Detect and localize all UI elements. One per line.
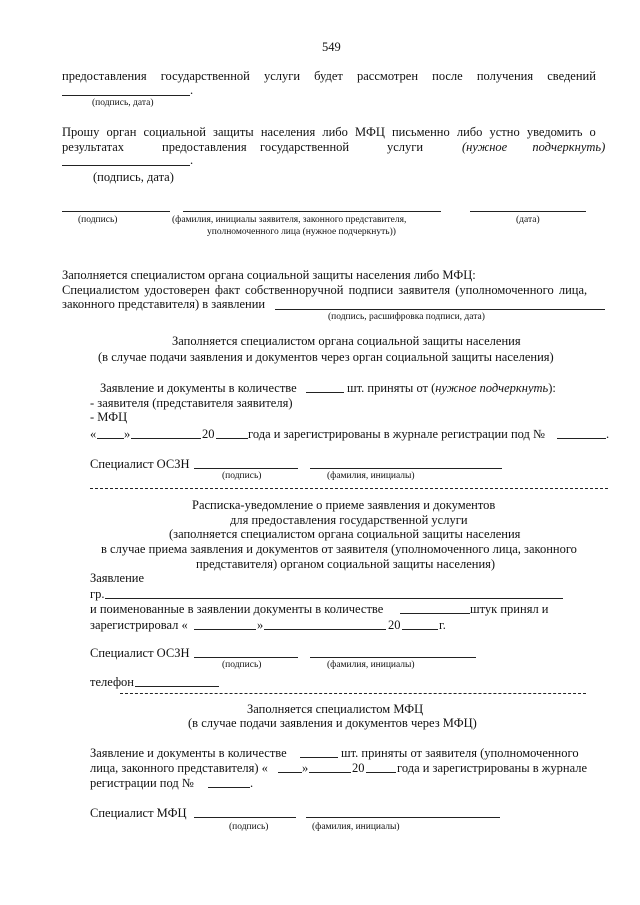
mfc-title-2: (в случае подачи заявления и документов через МФЦ) xyxy=(188,716,477,730)
oszn-accepted-text: шт. приняты от ( xyxy=(347,381,436,395)
receipt-reg-20: 20 xyxy=(388,618,401,632)
oszn-reg-20: 20 xyxy=(202,427,215,441)
receipt-reg-year-blank xyxy=(402,629,438,630)
oszn-accepted-end: ): xyxy=(548,381,556,395)
receipt-reg-month-blank xyxy=(264,629,386,630)
mfc-count-text: Заявление и документы в количестве xyxy=(90,746,287,760)
mfc-reg-number-blank xyxy=(208,787,250,788)
cut-line-2 xyxy=(120,693,586,694)
block1-caption: (подпись, дата) xyxy=(92,98,154,108)
block2-word-4: услуги xyxy=(387,140,424,154)
receipt-gr-line xyxy=(105,598,563,599)
receipt-reg-quote-close: » xyxy=(257,618,264,632)
oszn-accepted-from xyxy=(347,381,556,396)
receipt-specialist-sign-line xyxy=(194,657,298,658)
oszn-italic-note: нужное подчеркнуть xyxy=(435,381,549,395)
oszn-reg-quote-open: « xyxy=(90,427,97,441)
spec-line3: законного представителя) в заявлении xyxy=(62,297,266,311)
oszn-item-applicant: - заявителя (представителя заявителя) xyxy=(90,396,293,410)
oszn-title-1: Заполняется специалистом органа социальной защиты населения xyxy=(172,334,521,348)
receipt-specialist-name-line xyxy=(310,657,476,658)
sign-caption-name-2: уполномоченного лица (нужное подчеркнуть)) xyxy=(207,227,396,237)
block2-word-2: предоставления xyxy=(162,140,247,154)
receipt-reg-g: г. xyxy=(439,618,446,632)
spec-caption: (подпись, расшифровка подписи, дата) xyxy=(328,312,485,322)
block2-word-1: результатах xyxy=(62,140,125,154)
oszn-cap-name: (фамилия, инициалы) xyxy=(327,471,415,481)
oszn-reg-month-blank xyxy=(131,438,201,439)
receipt-title-5: представителя) органом социальной защиты населения) xyxy=(196,557,496,571)
block2-line1: Прошу орган социальной защиты населения либо МФЦ письменно либо устно уведомить о xyxy=(62,125,596,139)
oszn-reg-day-blank xyxy=(97,438,124,439)
mfc-reg-day-blank xyxy=(278,772,302,773)
oszn-specialist-sign-line xyxy=(194,468,298,469)
oszn-reg-number-blank xyxy=(557,438,606,439)
mfc-reg-number-text: регистрации под № xyxy=(90,776,194,790)
mfc-cap-name: (фамилия, инициалы) xyxy=(312,822,400,832)
oszn-count-blank xyxy=(306,392,344,393)
mfc-count-blank xyxy=(300,757,338,758)
receipt-title-3: (заполняется специалистом органа социальной защиты населения xyxy=(169,527,521,541)
receipt-docs-text: и поименованные в заявлении документы в количестве xyxy=(90,602,384,616)
mfc-specialist-name-line xyxy=(306,817,500,818)
page-number: 549 xyxy=(322,40,341,54)
sign-line-date xyxy=(470,211,586,212)
sign-caption-date: (дата) xyxy=(516,215,540,225)
block2-word-3: государственной xyxy=(260,140,350,154)
receipt-gr: гр. xyxy=(90,587,105,601)
spec-signature-line xyxy=(275,309,605,310)
receipt-title-2: для предоставления государственной услуги xyxy=(230,513,468,527)
mfc-specialist-sign-line xyxy=(194,817,296,818)
receipt-phone: телефон xyxy=(90,675,134,689)
oszn-specialist-label: Специалист ОСЗН xyxy=(90,457,190,471)
oszn-reg-quote-close: » xyxy=(124,427,131,441)
receipt-statement: Заявление xyxy=(90,571,145,585)
mfc-reg-quote-close: » xyxy=(302,761,309,775)
mfc-reg-year-blank xyxy=(366,772,396,773)
mfc-reg-registered: года и зарегистрированы в журнале xyxy=(397,761,588,775)
receipt-title-1: Расписка-уведомление о приеме заявления и документов xyxy=(192,498,496,512)
oszn-specialist-name-line xyxy=(310,468,502,469)
block1-period: . xyxy=(190,83,194,97)
mfc-reg-month-blank xyxy=(309,772,351,773)
sign-line-signature xyxy=(62,211,170,212)
receipt-docs-accepted: штук принял и xyxy=(470,602,549,616)
sign-caption-name-1: (фамилия, инициалы заявителя, законного представителя, xyxy=(172,215,407,225)
oszn-title-2: (в случае подачи заявления и документов через орган социальной защиты населения) xyxy=(98,350,554,364)
sign-caption-signature: (подпись) xyxy=(78,215,118,225)
receipt-cap-signature: (подпись) xyxy=(222,660,262,670)
mfc-title-1: Заполняется специалистом МФЦ xyxy=(247,702,424,716)
receipt-reg-day-blank xyxy=(194,629,256,630)
mfc-accepted-text: шт. приняты от заявителя (уполномоченного xyxy=(341,746,579,760)
mfc-specialist-label: Специалист МФЦ xyxy=(90,806,187,820)
receipt-phone-line xyxy=(135,686,219,687)
block2-period: . xyxy=(190,153,194,167)
mfc-reg-number-end: . xyxy=(250,776,254,790)
block2-signature-line xyxy=(62,165,190,166)
oszn-reg-text: года и зарегистрированы в журнале регистрации под № xyxy=(248,427,545,441)
oszn-reg-end: . xyxy=(606,427,610,441)
block1-text: предоставления государственной услуги будет рассмотрен после получения сведений xyxy=(62,69,596,83)
block2-italic-note: (нужное подчеркнуть) xyxy=(462,140,606,154)
oszn-cap-signature: (подпись) xyxy=(222,471,262,481)
oszn-reg-year-blank xyxy=(216,438,248,439)
cut-line-1 xyxy=(90,488,608,489)
block1-line xyxy=(62,69,610,84)
mfc-reg-text: лица, законного представителя) « xyxy=(90,761,268,775)
receipt-docs-count-blank xyxy=(400,613,470,614)
oszn-count-line xyxy=(100,381,297,396)
mfc-cap-signature: (подпись) xyxy=(229,822,269,832)
receipt-specialist-label: Специалист ОСЗН xyxy=(90,646,190,660)
block1-signature-line xyxy=(62,95,190,96)
spec-line1: Заполняется специалистом органа социальной защиты населения либо МФЦ: xyxy=(62,268,476,282)
receipt-reg-text: зарегистрировал « xyxy=(90,618,188,632)
sign-line-name xyxy=(183,211,441,212)
mfc-reg-20: 20 xyxy=(352,761,365,775)
oszn-count-text: Заявление и документы в количестве xyxy=(100,381,297,395)
receipt-title-4: в случае приема заявления и документов от заявителя (уполномоченного лица, законного xyxy=(101,542,577,556)
oszn-item-mfc: - МФЦ xyxy=(90,410,128,424)
block2-caption: (подпись, дата) xyxy=(93,170,174,184)
receipt-cap-name: (фамилия, инициалы) xyxy=(327,660,415,670)
spec-line2: Специалистом удостоверен факт собственноручной подписи заявителя (уполномоченного лица, xyxy=(62,283,588,297)
